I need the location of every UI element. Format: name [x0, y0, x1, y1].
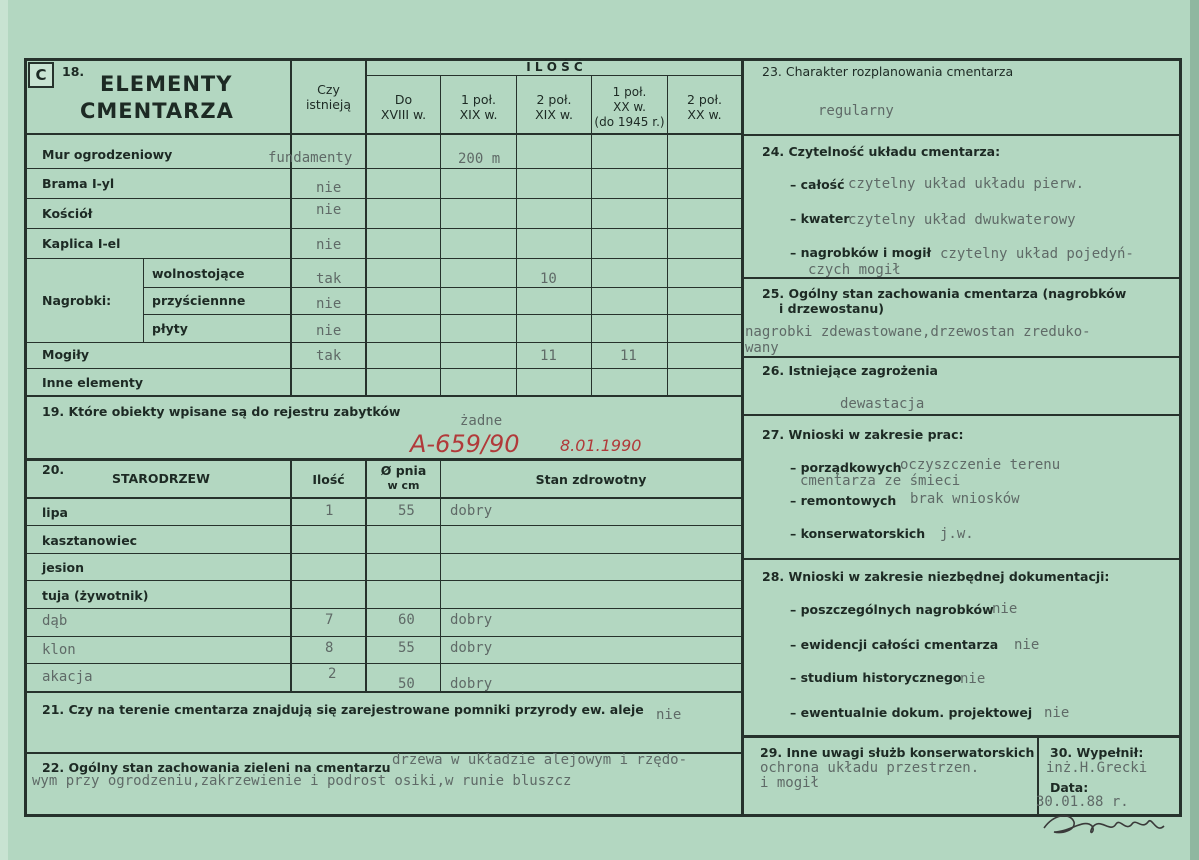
- row-tombs-free-label: wolnostojące: [152, 266, 245, 281]
- s27-label: 27. Wnioski w zakresie prac:: [762, 427, 964, 442]
- s28-label: 28. Wnioski w zakresie niezbędnej dokumentacji:: [762, 569, 1110, 584]
- row-tombs-wall-label: przyściennne: [152, 293, 246, 308]
- s24-tombs-label: – nagrobków i mogił: [790, 245, 932, 260]
- s25-value-line2: wany: [745, 340, 779, 356]
- card-right-edge: [1190, 0, 1199, 860]
- s20-col-health: Stan zdrowotny: [535, 472, 647, 487]
- tree-name: jesion: [42, 560, 84, 575]
- s28-item-value: nie: [992, 601, 1018, 617]
- row-graves-label: Mogiły: [42, 347, 90, 362]
- s24-tombs-value-line1: czytelny układ pojedyń-: [940, 246, 1134, 262]
- tree-state: dobry: [450, 676, 493, 692]
- period-header-1: Do XVIII w.: [380, 92, 427, 122]
- tree-diam: 60: [398, 612, 415, 628]
- s30-label: 30. Wypełnił:: [1050, 745, 1144, 760]
- s22-label: 22. Ogólny stan zachowania zieleni na cmentarzu: [42, 760, 391, 775]
- wall-qty-value: 200 m: [458, 151, 501, 167]
- row-chapel-label: Kaplica I-el: [42, 236, 121, 251]
- s25-label-line1: 25. Ogólny stan zachowania cmentarza (nagrobków: [762, 286, 1127, 301]
- s24-quarters-label: – kwater: [790, 211, 850, 226]
- period-header-4: 1 poł. XX w. (do 1945 r.): [594, 85, 665, 129]
- s23-value: regularny: [818, 103, 894, 119]
- s25-label-line2: i drzewostanu): [779, 301, 884, 316]
- chapel-exists-value: nie: [316, 237, 342, 253]
- tree-count: 7: [325, 612, 334, 628]
- s19-register-date: 8.01.1990: [560, 436, 642, 455]
- card-left-edge: [0, 0, 8, 860]
- graves-qty-value-2: 11: [620, 348, 637, 364]
- tree-name: akacja: [42, 669, 93, 685]
- tree-count: 8: [325, 640, 334, 656]
- tombs-free-qty-value: 10: [540, 271, 557, 287]
- period-header-5: 2 poł. XX w.: [686, 92, 723, 122]
- s21-value: nie: [656, 707, 682, 723]
- tree-name: klon: [42, 642, 76, 658]
- s19-value: żadne: [460, 413, 503, 429]
- s24-whole-label: – całość: [790, 177, 845, 192]
- s28-item-label: – ewentualnie dokum. projektowej: [790, 705, 1033, 720]
- tree-name: kasztanowiec: [42, 533, 138, 548]
- s24-label: 24. Czytelność układu cmentarza:: [762, 144, 1001, 159]
- s27-conserv-label: – konserwatorskich: [790, 526, 926, 541]
- tree-diam: 50: [398, 676, 415, 692]
- s28-item-value: nie: [1014, 637, 1040, 653]
- s21-label: 21. Czy na terenie cmentarza znajdują się zarejestrowane pomniki przyrody ew. aleje: [42, 702, 644, 717]
- s24-whole-value: czytelny układ układu pierw.: [848, 176, 1085, 192]
- s29-value-line1: ochrona układu przestrzen.: [760, 760, 980, 776]
- s26-label: 26. Istniejące zagrożenia: [762, 363, 938, 378]
- tombs-wall-exists-value: nie: [316, 296, 342, 312]
- period-header-2: 1 poł. XIX w.: [459, 92, 498, 122]
- tree-name: dąb: [42, 613, 68, 629]
- signature-scribble: [1040, 806, 1180, 840]
- tree-diam: 55: [398, 503, 415, 519]
- row-church-label: Kościół: [42, 206, 93, 221]
- s28-item-label: – studium historycznego: [790, 670, 962, 685]
- s18-title-line2: CMENTARZA: [80, 99, 234, 123]
- tree-name: tuja (żywotnik): [42, 588, 149, 603]
- row-tombs-slabs-label: płyty: [152, 321, 188, 336]
- s27-tidy-value-line1: oczyszczenie terenu: [900, 457, 1061, 473]
- s30-date-value: 30.01.88 r.: [1036, 794, 1129, 810]
- s20-title: STARODRZEW: [112, 471, 210, 486]
- s29-label: 29. Inne uwagi służb konserwatorskich: [760, 745, 1035, 760]
- s22-value-line2: wym przy ogrodzeniu,zakrzewienie i podrost osiki,w runie bluszcz: [32, 773, 572, 789]
- col-quantity-header: I L O Ś Ć: [526, 60, 583, 74]
- s20-col-count: Ilość: [312, 472, 345, 487]
- row-other-label: Inne elementy: [42, 375, 144, 390]
- s22-value-line1: drzewa w układzie alejowym i rzędo-: [392, 752, 688, 768]
- tree-state: dobry: [450, 503, 493, 519]
- s28-item-value: nie: [1044, 705, 1070, 721]
- s27-tidy-label: – porządkowych: [790, 460, 902, 475]
- s29-value-line2: i mogił: [760, 775, 820, 791]
- s27-tidy-value-line2: cmentarza ze śmieci: [800, 473, 961, 489]
- tree-state: dobry: [450, 640, 493, 656]
- tombs-free-exists-value: tak: [316, 271, 342, 287]
- s28-item-value: nie: [960, 671, 986, 687]
- row-wall-label: Mur ogrodzeniowy: [42, 147, 173, 162]
- s18-number: 18.: [62, 64, 85, 79]
- section-letter-box: C: [28, 62, 54, 88]
- s30-date-label: Data:: [1050, 780, 1089, 795]
- s27-conserv-value: j.w.: [940, 526, 974, 542]
- s25-value-line1: nagrobki zdewastowane,drzewostan zreduko-: [745, 324, 1091, 340]
- tombs-slabs-exists-value: nie: [316, 323, 342, 339]
- s26-value: dewastacja: [840, 396, 925, 412]
- graves-qty-value-1: 11: [540, 348, 557, 364]
- row-gate-label: Brama I-yl: [42, 176, 115, 191]
- s30-name: inż.H.Grecki: [1046, 760, 1148, 776]
- gate-exists-value: nie: [316, 180, 342, 196]
- s24-quarters-value: czytelny układ dwukwaterowy: [848, 212, 1076, 228]
- row-tombs-label: Nagrobki:: [42, 293, 112, 308]
- church-exists-value: nie: [316, 202, 342, 218]
- tree-diam: 55: [398, 640, 415, 656]
- wall-exists-value: fundamenty: [268, 150, 353, 166]
- s19-label: 19. Które obiekty wpisane są do rejestru zabytków: [42, 404, 401, 419]
- col-exists-header: Czy istnieją: [305, 82, 352, 112]
- s27-repair-value: brak wniosków: [910, 491, 1020, 507]
- tree-state: dobry: [450, 612, 493, 628]
- s20-col-diam: Ø pnia w cm: [380, 463, 427, 492]
- s23-label: 23. Charakter rozplanowania cmentarza: [762, 64, 1014, 79]
- tree-count: 1: [325, 503, 334, 519]
- s19-register-number: A-659/90: [410, 430, 520, 458]
- s20-number: 20.: [42, 462, 65, 477]
- s28-item-label: – poszczególnych nagrobków: [790, 602, 994, 617]
- period-header-3: 2 poł. XIX w.: [535, 92, 573, 122]
- tree-count: 2: [328, 666, 337, 682]
- s28-item-label: – ewidencji całości cmentarza: [790, 637, 999, 652]
- tree-name: lipa: [42, 505, 68, 520]
- s24-tombs-value-line2: czych mogił: [808, 262, 901, 278]
- s18-title-line1: ELEMENTY: [100, 72, 233, 96]
- s27-repair-label: – remontowych: [790, 493, 897, 508]
- graves-exists-value: tak: [316, 348, 342, 364]
